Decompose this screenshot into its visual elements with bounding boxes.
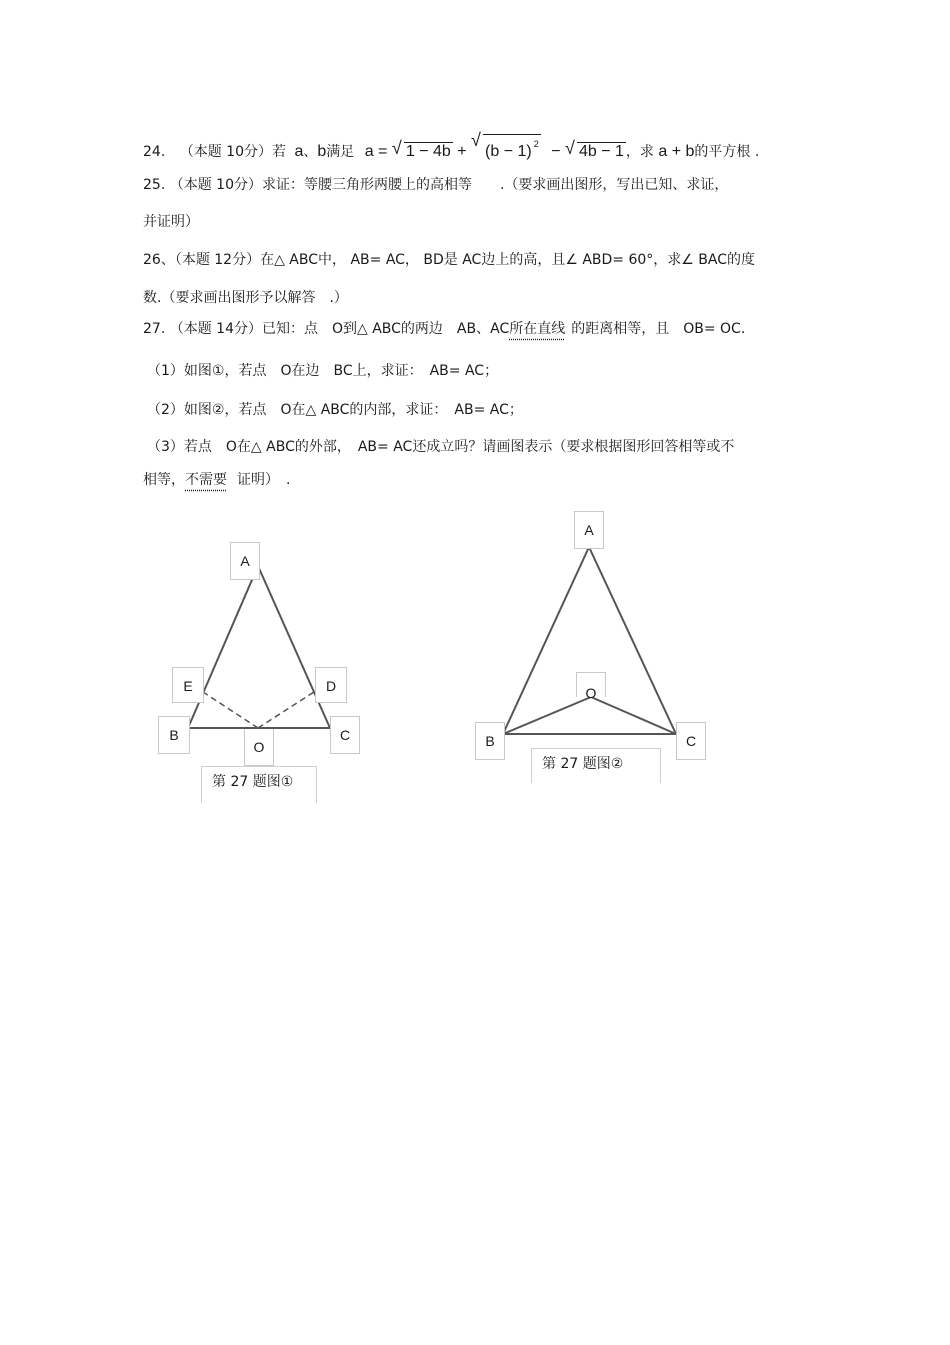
q24-radicand-1: 1 − 4b bbox=[405, 143, 451, 160]
question-26-line-1: 26、（本题 12分）在△ ABC中， AB= AC， BD是 AC边上的高，且∠ ABD= 60°，求∠ BAC的度 bbox=[143, 252, 755, 268]
q24-post: 的平方根 . bbox=[694, 144, 760, 160]
fig2-side-ab bbox=[503, 547, 589, 734]
fig2-segment-oc bbox=[591, 697, 676, 734]
fig2-caption: 第 27 题图② bbox=[531, 748, 661, 783]
q24-radicand-2: (b − 1) bbox=[485, 143, 532, 160]
fig1-label-e: E bbox=[172, 667, 204, 703]
fig1-label-o: O bbox=[244, 729, 274, 766]
figure-1-lines bbox=[188, 566, 330, 728]
question-25-line-2: 并证明） bbox=[143, 214, 199, 230]
fig1-label-b: B bbox=[158, 716, 190, 754]
q24-plus: + bbox=[457, 143, 467, 160]
fig2-segment-ob bbox=[503, 697, 591, 734]
q27-part4-pre: 相等， bbox=[143, 472, 185, 488]
q27-part4-emphasis: 不需要 bbox=[185, 472, 227, 488]
fig2-label-o: O bbox=[576, 672, 606, 697]
q24-prefix: （本题 10分）若 bbox=[179, 144, 286, 160]
question-27-part-3: （3）若点 O在△ ABC的外部， AB= AC还成立吗？请画图表示（要求根据图形回答相等或不 bbox=[147, 439, 735, 455]
q24-sep: 、 bbox=[303, 144, 318, 160]
q24-minus: − bbox=[551, 143, 561, 160]
fig2-label-a: A bbox=[574, 511, 604, 549]
fig1-caption: 第 27 题图① bbox=[201, 766, 317, 803]
q24-exponent: 2 bbox=[533, 139, 539, 149]
q24-var-a: a bbox=[294, 143, 304, 160]
fig2-label-b: B bbox=[475, 722, 505, 760]
fig2-label-c: C bbox=[676, 722, 706, 760]
fig1-side-ab bbox=[188, 566, 258, 728]
q24-var-b: b bbox=[317, 143, 327, 160]
fig1-perp-od bbox=[258, 692, 314, 728]
q24-sum: a + b bbox=[658, 143, 695, 160]
q24-number: 24. bbox=[143, 144, 166, 160]
question-27-part-1: （1）如图①，若点 O在边 BC上，求证： AB= AC； bbox=[147, 363, 499, 379]
fig1-label-c: C bbox=[330, 716, 360, 754]
question-26-line-2: 数.（要求画出图形予以解答 .） bbox=[143, 290, 348, 306]
q24-satisfy: 满足 bbox=[326, 144, 355, 160]
fig1-side-ac bbox=[258, 566, 330, 728]
q27-stem-post: 的距离相等，且 OB= OC. bbox=[571, 321, 746, 337]
fig1-label-a: A bbox=[230, 542, 260, 580]
fig2-side-ac bbox=[589, 547, 676, 734]
q24-eq-lhs: a = bbox=[364, 143, 388, 160]
q24-radicand-3: 4b − 1 bbox=[578, 143, 624, 160]
q27-part4-post: 证明） . bbox=[237, 472, 291, 488]
q24-comma: ，求 bbox=[625, 144, 654, 160]
question-27-part-2: （2）如图②，若点 O在△ ABC的内部，求证： AB= AC； bbox=[147, 402, 523, 418]
fig1-perp-oe bbox=[203, 692, 258, 728]
figure-2-lines bbox=[503, 547, 676, 734]
question-25-line-1: 25. （本题 10分）求证：等腰三角形两腰上的高相等 .（要求画出图形，写出已知、求证， bbox=[143, 177, 729, 193]
q27-emphasis: 所在直线 bbox=[509, 321, 566, 337]
fig1-label-d: D bbox=[315, 667, 347, 703]
q27-stem-pre: 27. （本题 14分）已知：点 O到△ ABC的两边 AB、AC bbox=[143, 321, 510, 337]
